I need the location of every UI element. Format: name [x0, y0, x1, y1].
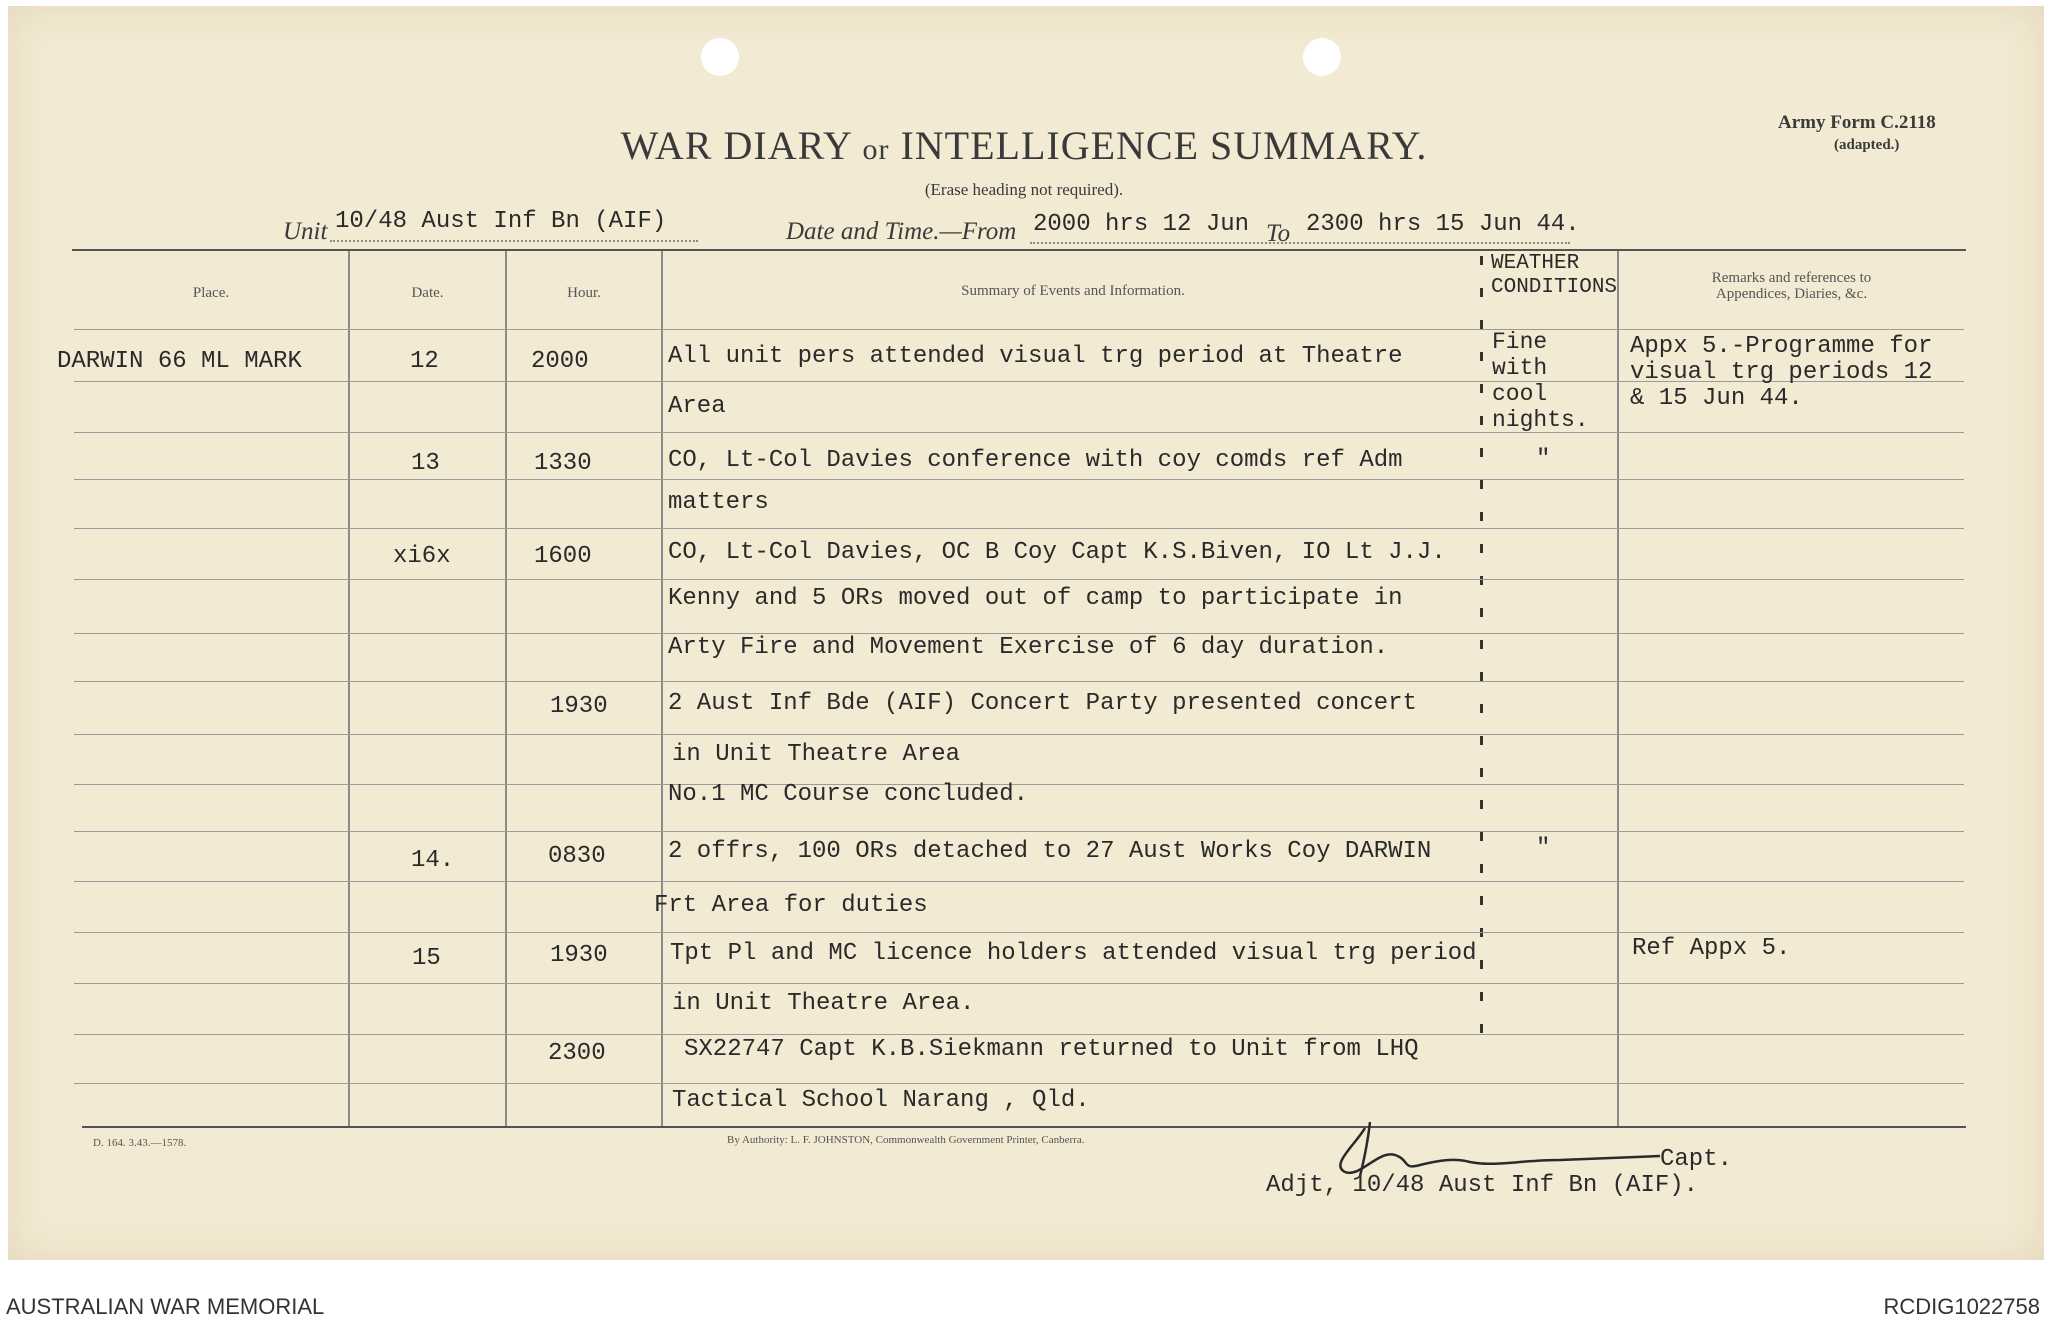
column-header-summary: Summary of Events and Information.	[961, 283, 1185, 299]
column-header-remarks-2: Appendices, Diaries, &c.	[1715, 286, 1868, 302]
summary-line: matters	[668, 489, 769, 516]
hour-2300: 2300	[548, 1040, 606, 1067]
hour-0830: 0830	[548, 843, 606, 870]
hour-1600: 1600	[534, 543, 592, 570]
row-line	[74, 579, 1964, 580]
row-line	[74, 479, 1964, 480]
army-form-number: Army Form C.2118	[1778, 112, 1936, 133]
row-line	[74, 983, 1964, 984]
column-header-weather-2: CONDITIONS	[1491, 276, 1618, 299]
summary-line: No.1 MC Course concluded.	[668, 781, 1029, 808]
weather-divider-dash	[1480, 960, 1483, 969]
weather-divider-dash	[1480, 352, 1483, 361]
weather-divider-dash	[1480, 448, 1483, 457]
weather-line: nights.	[1492, 407, 1589, 433]
column-header-hour: Hour.	[567, 285, 601, 301]
column-header-date: Date.	[411, 285, 444, 301]
title-part1: WAR DIARY	[620, 123, 852, 168]
weather-line: cool	[1492, 381, 1548, 407]
summary-line: 2 Aust Inf Bde (AIF) Concert Party presented concert	[668, 690, 1417, 717]
remarks-line: & 15 Jun 44.	[1630, 385, 1803, 412]
row-line	[74, 734, 1964, 735]
summary-line: in Unit Theatre Area	[672, 741, 961, 768]
date-dotted-line	[1030, 242, 1570, 244]
weather-divider-dash	[1480, 896, 1483, 905]
weather-divider-dash	[1480, 992, 1483, 1001]
date-14: 14.	[411, 847, 455, 874]
title-or: or	[862, 133, 890, 166]
row-line	[74, 329, 1964, 330]
from-value: 2000 hrs 12 Jun	[1033, 211, 1250, 238]
weather-divider-dash	[1480, 640, 1483, 649]
summary-line: CO, Lt-Col Davies conference with coy comds ref Adm	[668, 447, 1403, 474]
weather-divider-dash	[1480, 1024, 1483, 1033]
weather-divider-dash	[1480, 384, 1483, 393]
caption-right: RCDIG1022758	[1883, 1294, 2040, 1319]
table-top-rule	[72, 249, 1966, 251]
weather-divider-dash	[1480, 320, 1483, 329]
date-15: 15	[412, 945, 441, 972]
weather-line: with	[1492, 355, 1548, 381]
remarks-ref-appx: Ref Appx 5.	[1632, 935, 1791, 962]
row-line	[74, 932, 1964, 933]
remarks-line: visual trg periods 12	[1630, 359, 1933, 386]
weather-divider-dash	[1480, 608, 1483, 617]
weather-divider-dash	[1480, 576, 1483, 585]
weather-divider-dash	[1480, 672, 1483, 681]
row-line	[74, 1083, 1964, 1084]
summary-line: Frt Area for duties	[654, 892, 928, 919]
summary-line: Tactical School Narang , Qld.	[672, 1087, 1090, 1114]
summary-line: SX22747 Capt K.B.Siekmann returned to Unit from LHQ	[684, 1036, 1419, 1063]
hour-1930: 1930	[550, 942, 608, 969]
form-print-code: D. 164. 3.43.—1578.	[93, 1137, 187, 1149]
row-line	[74, 881, 1964, 882]
row-line	[74, 528, 1964, 529]
unit-value: 10/48 Aust Inf Bn (AIF)	[335, 208, 667, 235]
printer-authority: By Authority: L. F. JOHNSTON, Commonwealth Government Printer, Canberra.	[727, 1134, 1085, 1146]
signature-rank: Capt.	[1660, 1146, 1733, 1173]
erase-note: (Erase heading not required).	[924, 180, 1124, 199]
summary-line: All unit pers attended visual trg period at Theatre	[668, 343, 1403, 370]
weather-line: Fine	[1492, 329, 1548, 355]
column-header-remarks-1: Remarks and references to	[1711, 270, 1872, 286]
weather-ditto: "	[1536, 835, 1551, 862]
column-divider	[348, 251, 350, 1126]
summary-line: 2 offrs, 100 ORs detached to 27 Aust Works Coy DARWIN	[668, 838, 1432, 865]
row-line	[74, 1034, 1964, 1035]
date-struck-out: xi6x	[393, 543, 451, 570]
summary-line: Area	[668, 393, 726, 420]
punch-hole-left	[701, 38, 739, 76]
hour-1330: 1330	[534, 450, 592, 477]
summary-line: in Unit Theatre Area.	[672, 990, 975, 1017]
unit-label: Unit	[283, 218, 328, 245]
summary-line: Kenny and 5 ORs moved out of camp to participate in	[668, 585, 1403, 612]
weather-divider-dash	[1480, 704, 1483, 713]
weather-divider-dash	[1480, 768, 1483, 777]
document-title	[0, 122, 2048, 169]
date-12: 12	[410, 348, 439, 375]
column-header-weather-1: WEATHER	[1491, 252, 1580, 275]
date-time-label: Date and Time.—From	[786, 218, 1017, 245]
weather-divider-dash	[1480, 864, 1483, 873]
weather-divider-dash	[1480, 416, 1483, 425]
weather-divider-dash	[1480, 256, 1483, 265]
to-label: To	[1266, 220, 1291, 247]
weather-ditto: "	[1536, 446, 1551, 473]
table-bottom-rule	[82, 1126, 1966, 1128]
weather-divider-dash	[1480, 832, 1483, 841]
punch-hole-right	[1303, 38, 1341, 76]
unit-dotted-line	[330, 240, 698, 242]
place-darwin: DARWIN 66 ML MARK	[57, 348, 302, 375]
summary-line: CO, Lt-Col Davies, OC B Coy Capt K.S.Biven, IO Lt J.J.	[668, 539, 1446, 566]
remarks-line: Appx 5.-Programme for	[1630, 333, 1933, 360]
title-part2: INTELLIGENCE SUMMARY.	[900, 123, 1428, 168]
row-line	[74, 432, 1964, 433]
weather-divider-dash	[1480, 736, 1483, 745]
date-13: 13	[411, 450, 440, 477]
summary-line: Tpt Pl and MC licence holders attended visual trg period	[670, 940, 1477, 967]
weather-divider-dash	[1480, 480, 1483, 489]
army-form-adapted: (adapted.)	[1834, 137, 1900, 153]
row-line	[74, 681, 1964, 682]
hour-1930: 1930	[550, 693, 608, 720]
weather-divider-dash	[1480, 800, 1483, 809]
column-header-place: Place.	[192, 285, 230, 301]
to-value: 2300 hrs 15 Jun 44.	[1306, 211, 1580, 238]
weather-divider-dash	[1480, 512, 1483, 521]
hour-2000: 2000	[531, 348, 589, 375]
signature-adjt: Adjt, 10/48 Aust Inf Bn (AIF).	[1266, 1172, 1699, 1199]
column-divider	[505, 251, 507, 1126]
weather-divider-dash	[1480, 544, 1483, 553]
row-line	[74, 831, 1964, 832]
column-divider	[661, 251, 663, 1126]
summary-line: Arty Fire and Movement Exercise of 6 day duration.	[668, 634, 1389, 661]
caption-left: AUSTRALIAN WAR MEMORIAL	[6, 1294, 325, 1319]
column-divider	[1617, 251, 1619, 1126]
